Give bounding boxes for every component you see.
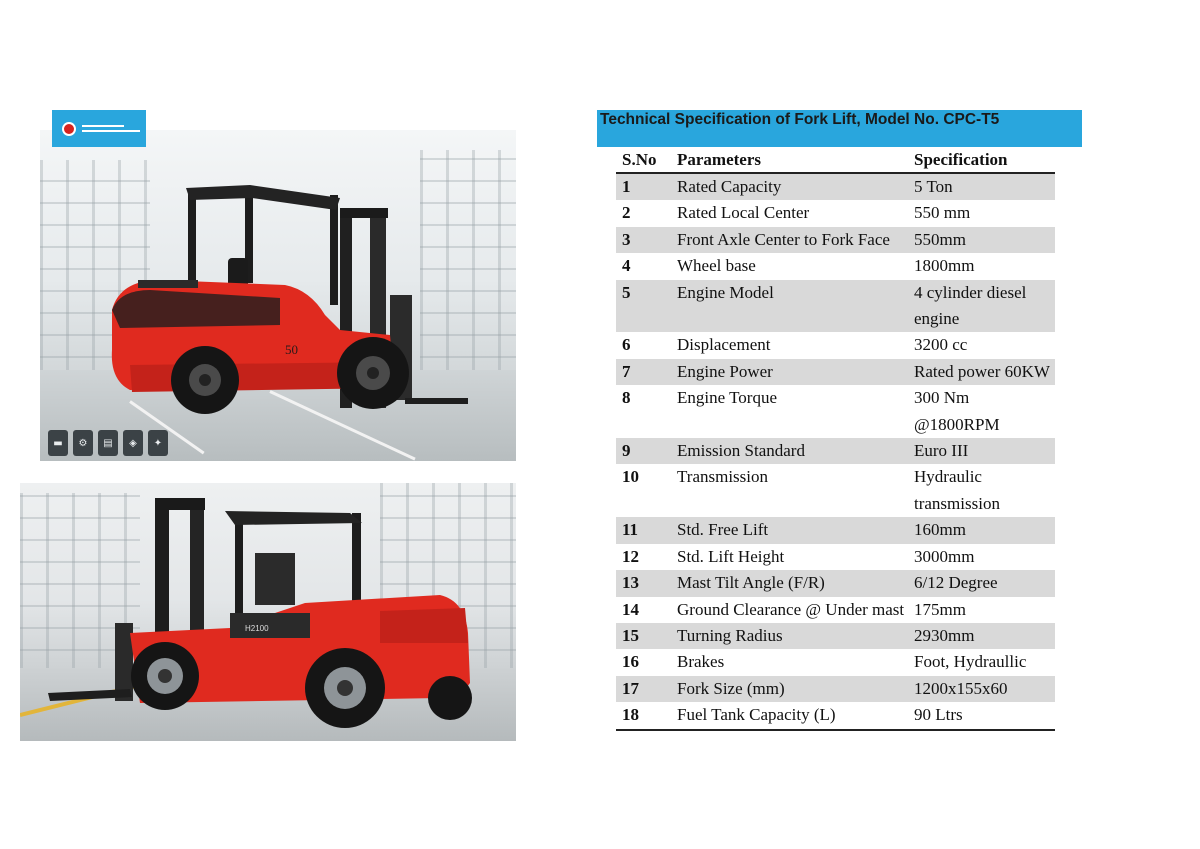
document-icon: ▤ [98,430,118,456]
row-parameter: Turning Radius [671,623,908,649]
table-row [616,332,1055,358]
row-specification: 90 Ltrs [908,702,1055,729]
row-parameter: Transmission [677,467,769,487]
row-specification: 3200 cc [914,335,968,355]
row-parameter: Rated Capacity [671,173,908,200]
table-row [616,702,1055,729]
row-parameter: Rated Local Center [677,203,810,223]
forklift-photo-bottom [20,483,516,741]
row-sno: 12 [622,546,639,566]
row-parameter: Brakes [677,652,725,672]
table-row [616,464,1055,517]
row-parameter: Engine Torque [677,388,777,408]
table-row [616,280,1055,333]
row-specification: Hydraulic transmission [914,467,1000,513]
column-header-sno: S.No [616,148,671,173]
row-parameter: Front Axle Center to Fork Face [671,227,908,253]
row-specification: 550mm [908,227,1055,253]
row-sno: 3 [616,227,671,253]
feature-icon-strip [48,430,168,456]
row-specification: 5 Ton [908,173,1055,200]
forklift-photo-top [40,130,516,461]
row-parameter: Wheel base [677,256,756,276]
row-sno: 14 [622,599,639,619]
row-specification: 6/12 Degree [908,570,1055,596]
table-row [616,544,1055,570]
row-parameter: Engine Power [671,359,908,385]
engine-icon: ▬ [48,430,68,456]
row-sno: 13 [616,570,671,596]
row-parameter: Emission Standard [671,438,908,464]
column-header-parameters: Parameters [671,148,908,173]
row-sno: 18 [616,702,671,729]
row-specification: 550 mm [914,203,971,223]
spec-table [616,148,1055,731]
row-sno: 15 [616,623,671,649]
row-specification: Euro III [908,438,1055,464]
row-specification: 1800mm [914,256,975,276]
table-row [616,385,1055,438]
spec-title: Technical Specification of Fork Lift, Model No. CPC-T5 [597,110,1082,147]
row-sno: 10 [622,467,639,487]
row-specification: Foot, Hydraullic [914,652,1027,672]
row-specification: 160mm [908,517,1055,543]
logo-mark-icon [62,122,76,136]
row-sno: 9 [616,438,671,464]
forklift-illustration [40,130,516,461]
settings-icon: ✦ [148,430,168,456]
row-sno: 7 [616,359,671,385]
row-parameter: Fuel Tank Capacity (L) [671,702,908,729]
row-sno: 5 [616,280,671,333]
spec-table-header-row [616,148,1055,173]
model-plate-label: H2100 [245,624,269,633]
row-parameter: Std. Free Lift [671,517,908,543]
forklift-illustration [20,483,516,741]
row-specification: 1200x155x60 [908,676,1055,702]
row-sno: 2 [622,203,631,223]
row-parameter: Fork Size (mm) [671,676,908,702]
row-specification: 4 cylinder diesel engine [908,280,1055,333]
row-sno: 11 [616,517,671,543]
table-row [616,623,1055,649]
column-header-specification: Specification [908,148,1055,173]
row-sno: 1 [616,173,671,200]
row-parameter: Std. Lift Height [677,546,785,566]
row-sno: 4 [622,256,631,276]
row-parameter: Ground Clearance @ Under mast [677,599,905,619]
brand-logo [52,110,146,147]
body-number-label: 50 [285,342,298,357]
table-row [616,227,1055,253]
row-specification: Rated power 60KW [908,359,1055,385]
row-sno: 17 [616,676,671,702]
gear-icon: ⚙ [73,430,93,456]
row-specification: 2930mm [908,623,1055,649]
table-row [616,676,1055,702]
table-row [616,173,1055,200]
table-row [616,570,1055,596]
table-row [616,359,1055,385]
table-row [616,597,1055,623]
row-sno: 6 [622,335,631,355]
row-sno: 16 [622,652,639,672]
table-row [616,438,1055,464]
table-row [616,253,1055,279]
table-row [616,200,1055,226]
row-parameter: Engine Model [671,280,908,333]
row-specification: 175mm [914,599,966,619]
row-specification: 3000mm [914,546,975,566]
row-parameter: Displacement [677,335,771,355]
row-specification: 300 Nm @1800RPM [914,388,1000,434]
table-row [616,649,1055,675]
row-parameter: Mast Tilt Angle (F/R) [671,570,908,596]
shield-icon: ◈ [123,430,143,456]
row-sno: 8 [622,388,631,408]
table-row [616,517,1055,543]
